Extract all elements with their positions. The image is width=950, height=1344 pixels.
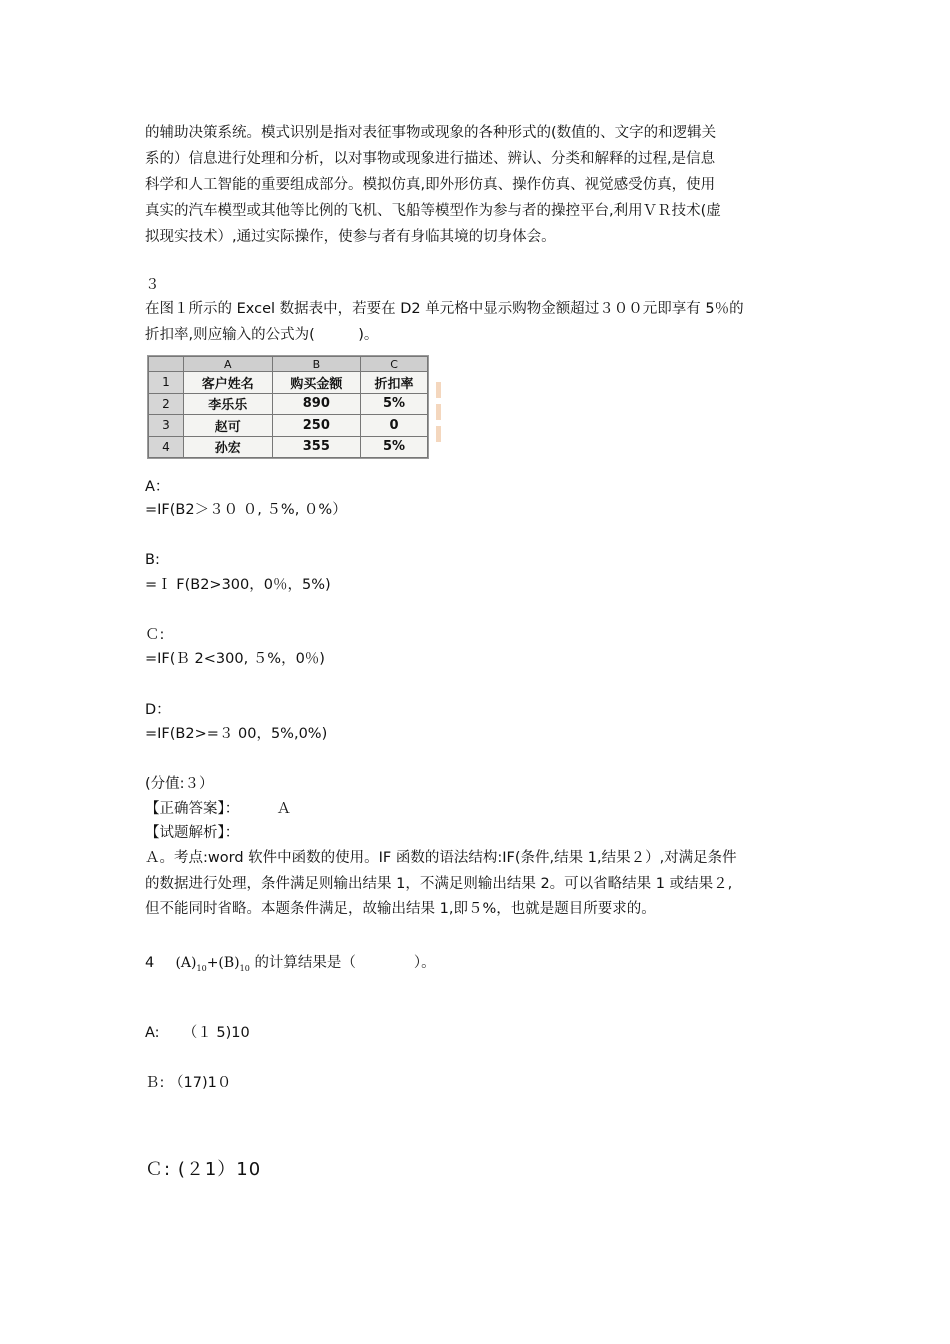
sheet-corner bbox=[149, 357, 184, 372]
intro-line: 科学和人工智能的重要组成部分。模拟仿真,即外形仿真、操作仿真、视觉感受仿真，使用 bbox=[145, 177, 716, 193]
sheet-row bbox=[149, 393, 428, 415]
sheet-cell: 250 bbox=[272, 415, 361, 437]
sheet-row-number: 2 bbox=[149, 393, 184, 415]
option-label: B: bbox=[145, 552, 160, 568]
option-text: （17)1０ bbox=[169, 1075, 232, 1091]
question-stem-line: 在图１所示的 Excel 数据表中，若要在 D2 单元格中显示购物金额超过３００元即享有 5％的 bbox=[145, 301, 744, 317]
sheet-row-number: 3 bbox=[149, 415, 184, 437]
option-text: （１ 5)10 bbox=[182, 1025, 250, 1041]
analysis-line: Ａ。考点:word 软件中函数的使用。IF 函数的语法结构:IF(条件,结果 1,结果２）,对满足条件 bbox=[145, 850, 737, 866]
option-text: =IF(Ｂ 2<300, ５%，0％) bbox=[145, 651, 325, 667]
sheet-row bbox=[149, 372, 428, 394]
sheet-row-number: 1 bbox=[149, 372, 184, 394]
option-label: A: bbox=[145, 1025, 160, 1041]
sheet-col-header: B bbox=[272, 357, 361, 372]
sheet-cell: 客户姓名 bbox=[184, 372, 273, 394]
sheet-cell: 折扣率 bbox=[361, 372, 428, 394]
score-text: (分值:３） bbox=[145, 776, 214, 792]
option-row bbox=[145, 1022, 250, 1044]
option-label: Ｂ: bbox=[145, 1075, 165, 1091]
question-4-stem bbox=[145, 952, 436, 980]
sheet-cell: 0 bbox=[361, 415, 428, 437]
sheet-cell: 5% bbox=[361, 393, 428, 415]
option-label: Ｃ: bbox=[145, 1159, 172, 1180]
option-row bbox=[145, 1159, 261, 1181]
answer-value: Ａ bbox=[276, 801, 291, 817]
question-stem-suffix: 的计算结果是（ ）。 bbox=[254, 955, 436, 971]
question-stem-line: 折扣率,则应输入的公式为( )。 bbox=[145, 327, 379, 343]
intro-line: 系的）信息进行处理和分析，以对事物或现象进行描述、辨认、分类和解释的过程,是信息 bbox=[145, 151, 716, 167]
sheet-cell: 赵可 bbox=[184, 415, 273, 437]
formula-term-a: (A) bbox=[175, 955, 197, 971]
analysis-line: 的数据进行处理，条件满足则输出结果 1，不满足则输出结果 2。可以省略结果 1 或结果２, bbox=[145, 876, 733, 892]
formula-image bbox=[175, 952, 249, 980]
sheet-col-header: C bbox=[361, 357, 428, 372]
option-label: Ｃ: bbox=[145, 627, 165, 643]
intro-line: 真实的汽车模型或其他等比例的飞机、飞船等模型作为参与者的操控平台,利用ＶＲ技术(虚 bbox=[145, 203, 721, 219]
image-artifact bbox=[436, 382, 444, 452]
question-number: 4 bbox=[145, 955, 155, 971]
formula-term-b: (B) bbox=[218, 955, 240, 971]
intro-line: 拟现实技术）,通过实际操作，使参与者有身临其境的切身体会。 bbox=[145, 229, 556, 245]
sheet-cell: 355 bbox=[272, 436, 361, 458]
analysis-label: 【试题解析】： bbox=[145, 825, 240, 841]
intro-line: 的辅助决策系统。模式识别是指对表征事物或现象的各种形式的(数值的、文字的和逻辑关 bbox=[145, 125, 717, 141]
sheet-row bbox=[149, 415, 428, 437]
option-text: =Ｉ F(B2>300，0％，5%) bbox=[145, 577, 331, 593]
option-row bbox=[145, 1072, 231, 1094]
formula-subscript: 10 bbox=[239, 963, 250, 973]
option-text: =IF(B2>=３ 00，5%,0%) bbox=[145, 726, 328, 742]
sheet-cell: 890 bbox=[272, 393, 361, 415]
sheet-cell: 购买金额 bbox=[272, 372, 361, 394]
answer-row bbox=[145, 798, 291, 820]
option-text: =IF(B2＞３０ ０, ５%, ０%） bbox=[145, 502, 347, 518]
spreadsheet-figure bbox=[147, 355, 429, 459]
sheet-row bbox=[149, 436, 428, 458]
sheet-header-row bbox=[149, 357, 428, 372]
sheet-cell: 5% bbox=[361, 436, 428, 458]
formula-subscript: 10 bbox=[196, 963, 207, 973]
sheet-cell: 李乐乐 bbox=[184, 393, 273, 415]
option-text: (２1）10 bbox=[177, 1159, 262, 1180]
sheet-row-number: 4 bbox=[149, 436, 184, 458]
option-label: A： bbox=[145, 479, 170, 495]
sheet-cell: 孙宏 bbox=[184, 436, 273, 458]
option-label: D： bbox=[145, 702, 171, 718]
sheet-col-header: A bbox=[184, 357, 273, 372]
analysis-line: 但不能同时省略。本题条件满足，故输出结果 1,即５%，也就是题目所要求的。 bbox=[145, 901, 656, 917]
question-number: ３ bbox=[145, 277, 160, 293]
formula-plus: + bbox=[206, 955, 219, 971]
answer-label: 【正确答案】： bbox=[145, 801, 240, 817]
